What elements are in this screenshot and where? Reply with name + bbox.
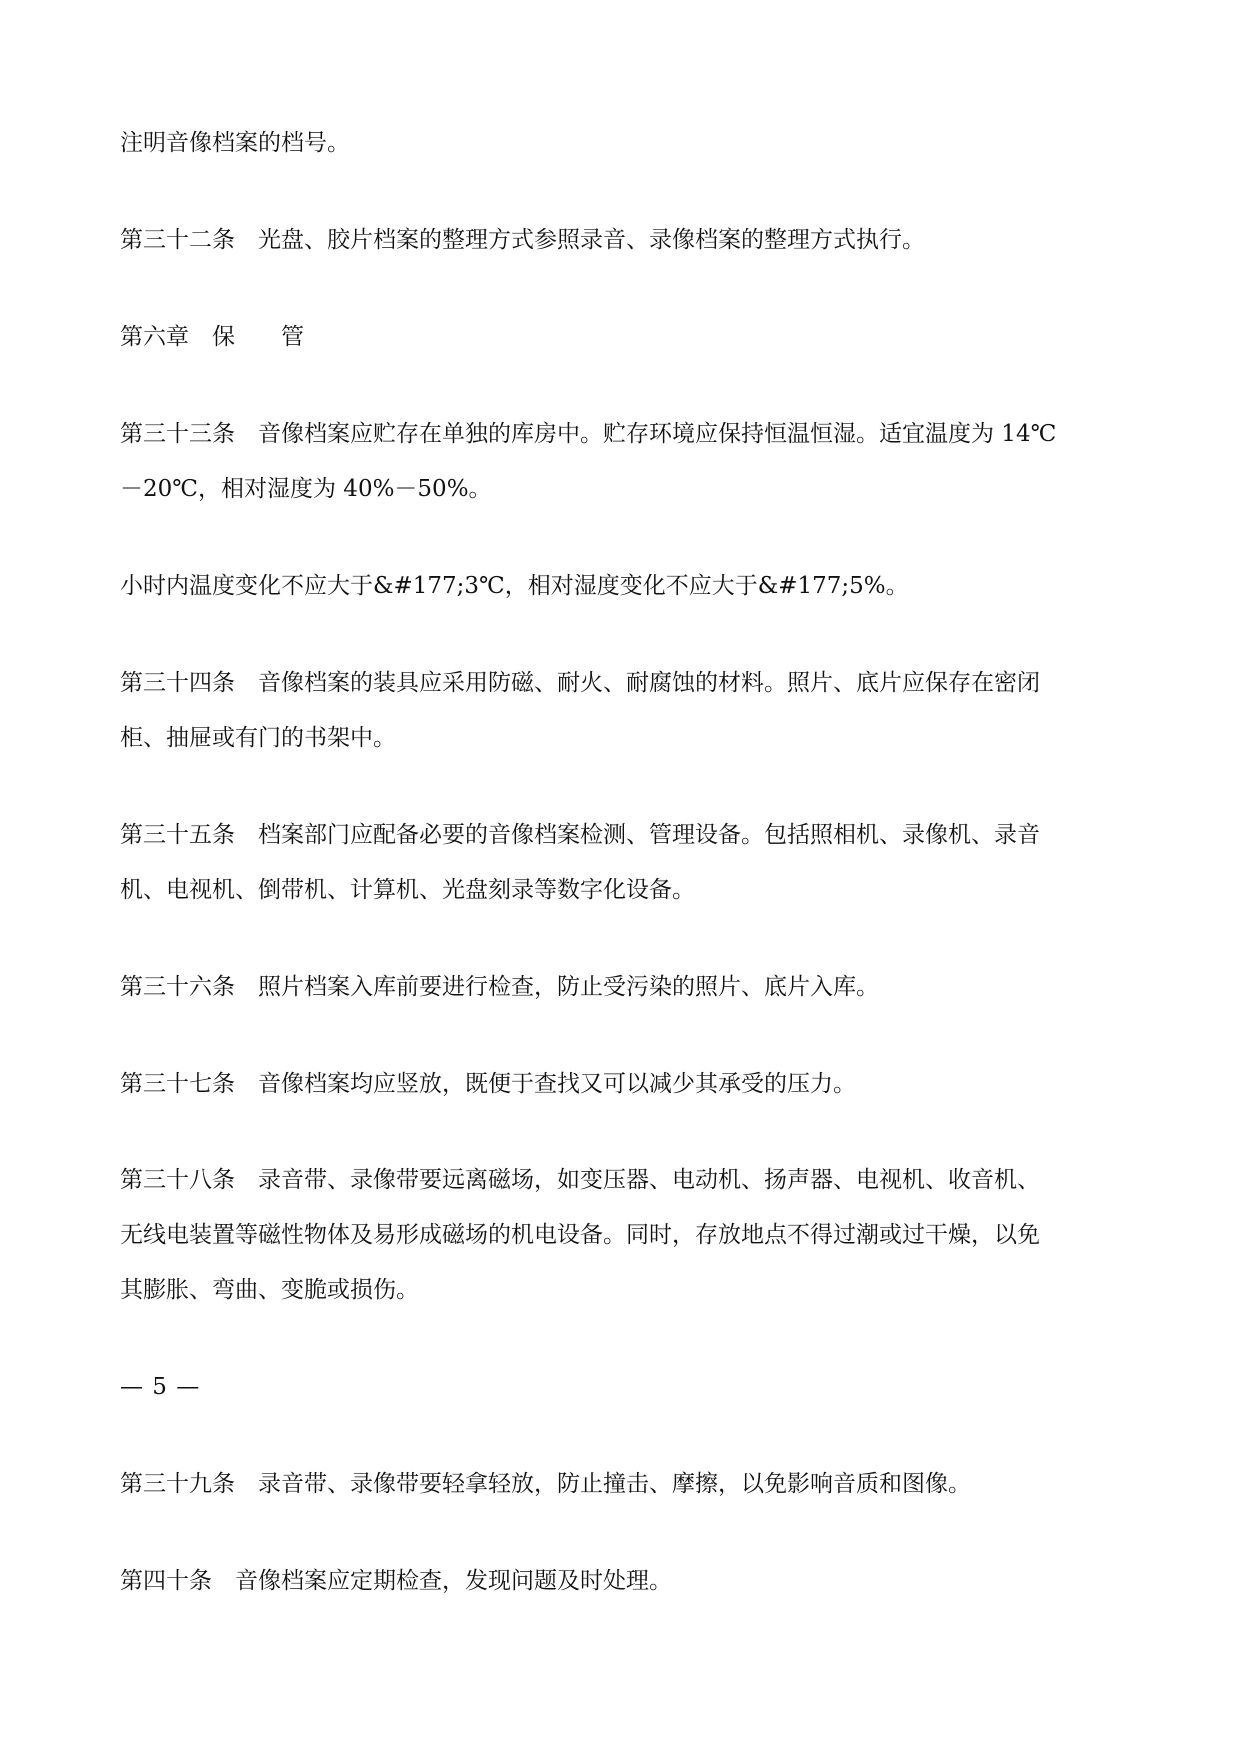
article-36: 第三十六条 照片档案入库前要进行检查，防止受污染的照片、底片入库。 [120, 974, 879, 1000]
article-32: 第三十二条 光盘、胶片档案的整理方式参照录音、录像档案的整理方式执行。 [120, 227, 925, 253]
article-35-line-1: 第三十五条 档案部门应配备必要的音像档案检测、管理设备。包括照相机、录像机、录音 [120, 822, 1040, 848]
article-39: 第三十九条 录音带、录像带要轻拿轻放，防止撞击、摩擦，以免影响音质和图像。 [120, 1471, 971, 1497]
article-34-line-2: 柜、抽屉或有门的书架中。 [120, 725, 396, 751]
text-line: 小时内温度变化不应大于&#177;3℃，相对湿度变化不应大于&#177;5%。 [120, 573, 909, 599]
article-38-line-3: 其膨胀、弯曲、变脆或损伤。 [120, 1277, 419, 1303]
article-34 [120, 656, 1130, 766]
article-33-line-1: 第三十三条 音像档案应贮存在单独的库房中。贮存环境应保持恒温恒湿。适宜温度为 14℃ [120, 421, 1057, 447]
article-35 [120, 808, 1130, 918]
page-number: — 5 — [120, 1374, 201, 1400]
article-38-line-2: 无线电装置等磁性物体及易形成磁场的机电设备。同时，存放地点不得过潮或过干燥，以免 [120, 1222, 1040, 1248]
article-33 [120, 407, 1130, 517]
article-37: 第三十七条 音像档案均应竖放，既便于查找又可以减少其承受的压力。 [120, 1071, 856, 1097]
article-35-line-2: 机、电视机、倒带机、计算机、光盘刻录等数字化设备。 [120, 877, 695, 903]
article-38-line-1: 第三十八条 录音带、录像带要远离磁场，如变压器、电动机、扬声器、电视机、收音机、 [120, 1167, 1040, 1193]
text-line: 注明音像档案的档号。 [120, 130, 350, 156]
chapter-6-heading: 第六章 保 管 [120, 324, 304, 350]
article-34-line-1: 第三十四条 音像档案的装具应采用防磁、耐火、耐腐蚀的材料。照片、底片应保存在密闭 [120, 670, 1040, 696]
article-38 [120, 1153, 1130, 1318]
article-33-line-2: －20℃，相对湿度为 40%－50%。 [120, 476, 492, 502]
article-40: 第四十条 音像档案应定期检查，发现问题及时处理。 [120, 1568, 672, 1594]
